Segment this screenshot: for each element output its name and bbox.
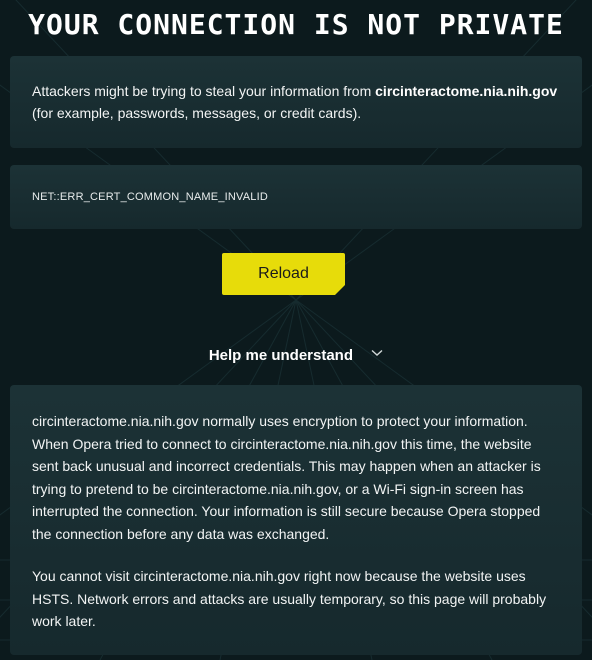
error-code: NET::ERR_CERT_COMMON_NAME_INVALID: [32, 191, 269, 203]
help-me-understand-toggle[interactable]: [0, 343, 592, 369]
help-toggle-label: Help me understand: [208, 347, 354, 364]
reload-button[interactable]: [222, 253, 345, 295]
reload-button-label: Reload: [258, 265, 309, 282]
error-code-card: [10, 165, 582, 229]
warning-host: circinteractome.nia.nih.gov: [375, 83, 558, 99]
warning-text-prefix: Attackers might be trying to steal your information from: [32, 83, 376, 99]
chevron-down-icon: [371, 340, 383, 366]
details-paragraph: You cannot visit circinteractome.nia.nih.gov right now because the website uses HSTS. Network errors and attacks are usually temporary, so this page will probably work later.: [32, 568, 547, 629]
warning-message-card: [10, 56, 582, 148]
details-card: [10, 385, 582, 655]
warning-text-suffix: (for example, passwords, messages, or credit cards).: [32, 105, 362, 121]
details-paragraph: circinteractome.nia.nih.gov normally uses encryption to protect your information. When Opera tried to connect to circinteractome.nia.nih.gov this time, the website sent back unusual and incorrect credentials. This may happen when an attacker is trying to pretend to be circinteractome.nia.nih.gov, or a Wi-Fi sign-in screen has interrupted the connection. Your information is still secure because Opera stopped the connection before any data was exchanged.: [32, 413, 541, 542]
page-title: YOUR CONNECTION IS NOT PRIVATE: [28, 8, 564, 41]
button-corner-cut: [335, 285, 345, 295]
